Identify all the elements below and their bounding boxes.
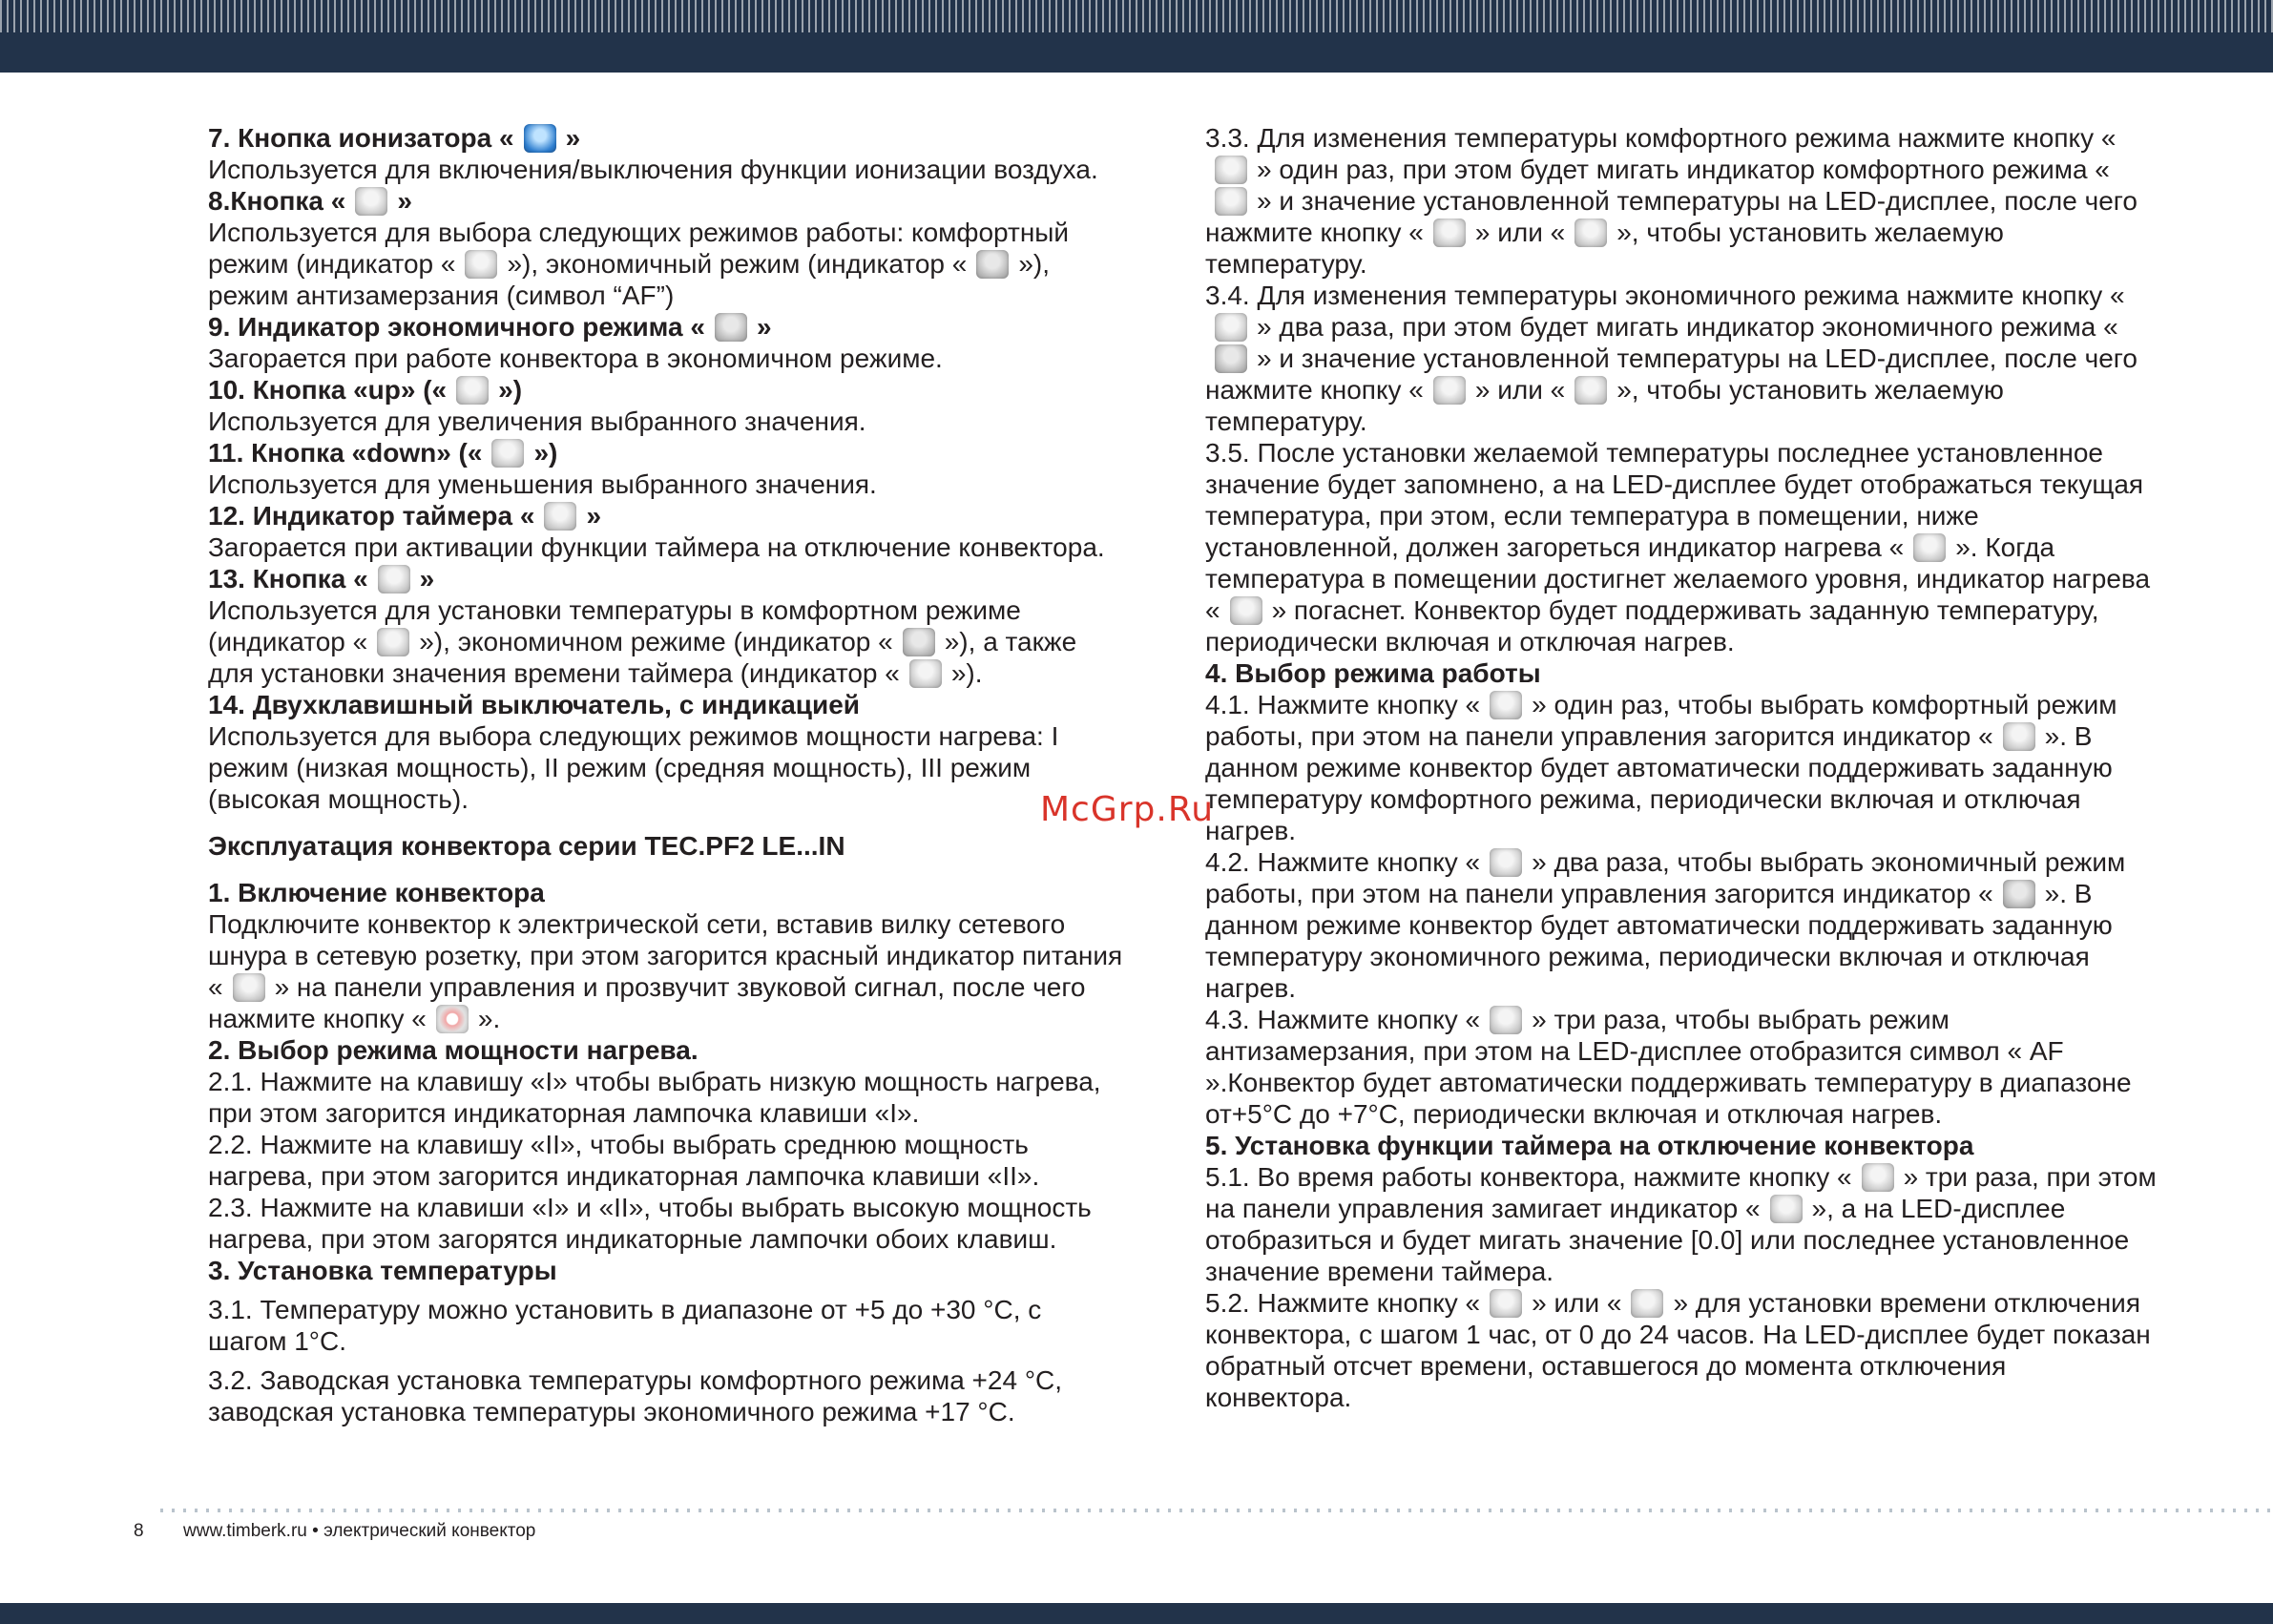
power-button-icon bbox=[436, 1005, 469, 1033]
section-3-3: 3.3. Для изменения температуры комфортного режима нажмите кнопку «» один раз, при этом будет мигать индикатор комфортного режима «» и значение установленной температуры на LED-дисплее, после чего нажмите кнопку « » или « », чтобы установить желаемую температуру. bbox=[1205, 123, 2137, 279]
comfort-indicator-icon bbox=[1215, 187, 1247, 216]
left-column bbox=[208, 122, 1124, 1427]
section-1-text: Подключите конвектор к электрической сети, вставив вилку сетевого шнура в сетевую розетку, при этом загорится красный индикатор питания « » на панели управления и прозвучит звуковой сигнал, после чего нажмите кнопку « ». bbox=[208, 909, 1123, 1033]
mode-button-icon bbox=[1490, 691, 1522, 719]
section-4-2: 4.2. Нажмите кнопку « » два раза, чтобы выбрать экономичный режим работы, при этом на панели управления загорится индикатор « ». В данном режиме конвектор будет автоматически поддерживать заданную температуру экономичного режима, периодически включая и отключая нагрев. bbox=[1205, 847, 2126, 1003]
set-button-icon bbox=[378, 565, 410, 593]
set-button-icon bbox=[1215, 156, 1247, 184]
timer-icon bbox=[544, 502, 576, 531]
eco-indicator-text: Загорается при работе конвектора в экономичном режиме. bbox=[208, 344, 943, 373]
down-arrow-icon bbox=[1574, 376, 1607, 405]
section-3-4: 3.4. Для изменения температуры экономичного режима нажмите кнопку «» два раза, при этом будет мигать индикатор экономичного режима «» и значение установленной температуры на LED-дисплее, после чего нажмите кнопку « » или « », чтобы установить желаемую температуру. bbox=[1205, 281, 2137, 436]
up-button-text: Используется для увеличения выбранного значения. bbox=[208, 406, 866, 436]
section-1-heading: 1. Включение конвектора bbox=[208, 878, 545, 907]
section-3-heading: 3. Установка температуры bbox=[208, 1256, 557, 1285]
mode-button-text: Используется для выбора следующих режимов работы: комфортный режим (индикатор « »), экономичный режим (индикатор « »), режим антизамерзания (символ “AF”) bbox=[208, 218, 1070, 310]
heating-indicator-icon bbox=[1230, 596, 1262, 625]
section-3-5: 3.5. После установки желаемой температуры последнее установленное значение будет запомнено, а на LED-дисплее будет отображаться текущая температура, при этом, если температура в помещении, ниже установленной, должен загореться индикатор нагрева « ». Когда температура в помещении достигнет желаемого уровня, индикатор нагрева « » погаснет. Конвектор будет поддерживать заданную температуру, периодически включая и отключая нагрев. bbox=[1205, 438, 2151, 656]
section-4-heading: 4. Выбор режима работы bbox=[1205, 658, 1541, 688]
eco-indicator-icon bbox=[2003, 880, 2035, 908]
set-button-text: Используется для установки температуры в комфортном режиме (индикатор « »), экономичном режиме (индикатор « »), а также для установки значения времени таймера (индикатор « »). bbox=[208, 595, 1077, 688]
set-button-icon bbox=[1215, 313, 1247, 342]
header-bar bbox=[0, 0, 2273, 73]
ionizer-button-text: Используется для включения/выключения функции ионизации воздуха. bbox=[208, 155, 1098, 184]
comfort-indicator-icon bbox=[2003, 722, 2035, 751]
mode-button-icon bbox=[355, 187, 387, 216]
timer-icon bbox=[909, 659, 942, 688]
section-5-2: 5.2. Нажмите кнопку « » или « » для установки времени отключения конвектора, с шагом 1 час, от 0 до 24 часов. На LED-дисплее будет показан обратный отсчет времени, оставшегося до момента отключения конвектора. bbox=[1205, 1288, 2151, 1412]
eco-indicator-icon bbox=[903, 628, 935, 656]
section-3-2: 3.2. Заводская установка температуры комфортного режима +24 °С, заводская установка температуры экономичного режима +17 °С. bbox=[208, 1365, 1063, 1426]
section-3-1: 3.1. Температуру можно установить в диапазоне от +5 до +30 °С, с шагом 1°С. bbox=[208, 1295, 1042, 1356]
comfort-indicator-icon bbox=[377, 628, 409, 656]
mode-button-icon bbox=[1490, 1006, 1522, 1034]
mode-button-icon bbox=[1490, 848, 1522, 877]
section-2-1: 2.1. Нажмите на клавишу «I» чтобы выбрать низкую мощность нагрева, при этом загорится индикаторная лампочка клавиши «I». bbox=[208, 1067, 1101, 1128]
set-button-icon bbox=[1862, 1163, 1894, 1192]
switch-text: Используется для выбора следующих режимов мощности нагрева: I режим (низкая мощность), II режим (средняя мощность), III режим (высокая мощность). bbox=[208, 721, 1059, 814]
footer-divider bbox=[160, 1509, 2273, 1512]
timer-indicator-text: Загорается при активации функции таймера на отключение конвектора. bbox=[208, 532, 1105, 562]
footer-text: www.timberk.ru • электрический конвектор bbox=[183, 1521, 536, 1541]
up-arrow-icon bbox=[1433, 219, 1466, 247]
down-button-heading: 11. Кнопка «down» (« ») bbox=[208, 438, 558, 468]
page-number: 8 bbox=[134, 1521, 144, 1541]
up-arrow-icon bbox=[1433, 376, 1466, 405]
section-4-3: 4.3. Нажмите кнопку « » три раза, чтобы выбрать режим антизамерзания, при этом на LED-дисплее отобразится символ « AF ».Конвектор будет автоматически поддерживать температуру в диапазоне от+5°С до +7°С, периодически включая и отключая нагрев. bbox=[1205, 1005, 2132, 1129]
down-arrow-icon bbox=[1631, 1289, 1663, 1318]
section-2-3: 2.3. Нажмите на клавиши «I» и «II», чтобы выбрать высокую мощность нагрева, при этом загорятся индикаторные лампочки обоих клавиш. bbox=[208, 1193, 1092, 1254]
section-5-heading: 5. Установка функции таймера на отключение конвектора bbox=[1205, 1131, 1974, 1160]
timer-indicator-heading: 12. Индикатор таймера « » bbox=[208, 501, 602, 531]
up-arrow-icon bbox=[1490, 1289, 1522, 1318]
eco-indicator-heading: 9. Индикатор экономичного режима « » bbox=[208, 312, 772, 342]
down-button-text: Используется для уменьшения выбранного значения. bbox=[208, 469, 877, 499]
up-button-heading: 10. Кнопка «up» (« ») bbox=[208, 375, 523, 405]
bottom-bar bbox=[0, 1603, 2273, 1624]
ionizer-icon bbox=[524, 124, 556, 153]
section-2-2: 2.2. Нажмите на клавишу «II», чтобы выбрать среднюю мощность нагрева, при этом загорится индикаторная лампочка клавиши «II». bbox=[208, 1130, 1040, 1191]
section-5-1: 5.1. Во время работы конвектора, нажмите кнопку « » три раза, при этом на панели управления замигает индикатор « », а на LED-дисплее отобразиться и будет мигать значение [0.0] или последнее установленное значение времени таймера. bbox=[1205, 1162, 2157, 1286]
ionizer-button-heading: 7. Кнопка ионизатора « » bbox=[208, 123, 581, 153]
up-arrow-icon bbox=[456, 376, 489, 405]
comfort-indicator-icon bbox=[465, 250, 497, 279]
section-2-heading: 2. Выбор режима мощности нагрева. bbox=[208, 1035, 699, 1065]
eco-indicator-icon bbox=[976, 250, 1009, 279]
switch-heading: 14. Двухклавишный выключатель, с индикацией bbox=[208, 690, 860, 719]
mode-button-heading: 8.Кнопка « » bbox=[208, 186, 412, 216]
eco-indicator-icon bbox=[1215, 344, 1247, 373]
section-4-1: 4.1. Нажмите кнопку « » один раз, чтобы выбрать комфортный режим работы, при этом на панели управления загорится индикатор « ». В данном режиме конвектор будет автоматически поддерживать заданную температуру комфортного режима, периодически включая и отключая нагрев. bbox=[1205, 690, 2117, 845]
watermark: McGrp.Ru bbox=[1040, 790, 1215, 829]
right-column bbox=[1205, 122, 2159, 1413]
heating-indicator-icon bbox=[1913, 533, 1946, 562]
power-indicator-icon bbox=[233, 973, 265, 1002]
set-button-heading: 13. Кнопка « » bbox=[208, 564, 435, 593]
operation-title: Эксплуатация конвектора серии TEC.PF2 LE...IN bbox=[208, 831, 845, 861]
eco-indicator-icon bbox=[715, 313, 747, 342]
timer-icon bbox=[1770, 1195, 1803, 1223]
down-arrow-icon bbox=[491, 439, 524, 468]
down-arrow-icon bbox=[1574, 219, 1607, 247]
